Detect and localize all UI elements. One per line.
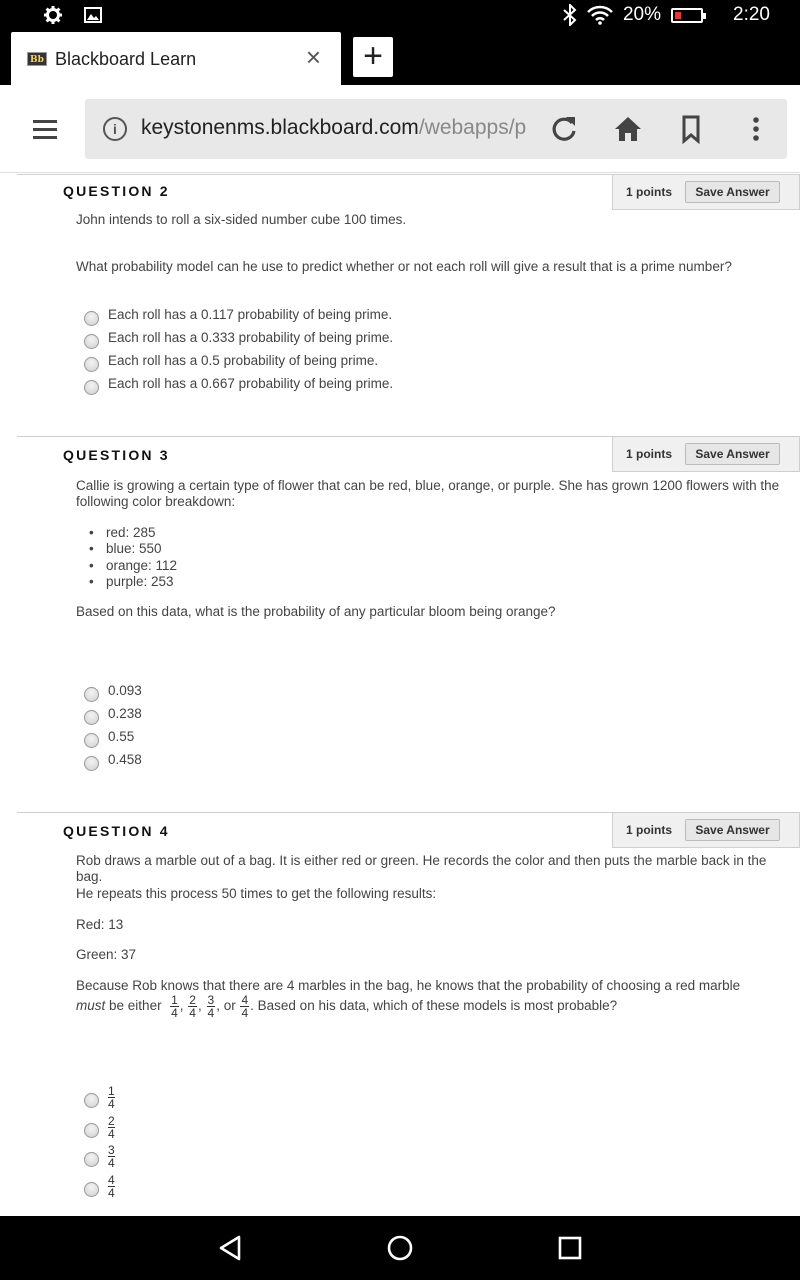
question-block xyxy=(17,174,800,436)
new-tab-button[interactable]: + xyxy=(353,37,393,77)
quiz-content xyxy=(0,174,800,1216)
color-breakdown-list xyxy=(76,525,177,590)
question-block xyxy=(17,436,800,812)
points-panel xyxy=(612,437,800,472)
radio-button[interactable] xyxy=(84,311,99,326)
question-text: Green: 37 xyxy=(76,947,137,962)
fraction: $\frac{2}{4}$ xyxy=(189,993,196,1020)
url-text[interactable] xyxy=(141,116,531,140)
tab-strip xyxy=(0,32,800,85)
radio-button[interactable] xyxy=(84,1123,99,1138)
site-info-icon[interactable]: i xyxy=(103,117,127,141)
tab-title: Blackboard Learn xyxy=(55,49,197,69)
radio-button[interactable] xyxy=(84,357,99,372)
browser-tab[interactable] xyxy=(11,32,341,85)
question-text: Because Rob knows that there are 4 marbles in the bag, he knows that the probability of choosing a red marble must be either $\frac{1}{4}$ , $\frac{2}{4}$ , $\frac{3}{4}$ , or $\frac{4}{4}$ . Based on his data, which of these models is most probable? xyxy=(76,978,741,1020)
bookmark-icon[interactable] xyxy=(675,113,707,145)
menu-icon[interactable] xyxy=(33,120,57,144)
close-tab-icon[interactable]: × xyxy=(305,42,321,72)
home-circle-icon[interactable] xyxy=(386,1234,414,1262)
url-host: keystonenms.blackboard.com xyxy=(141,116,419,139)
question-text: What probability model can he use to predict whether or not each roll will give a result that is a prime number? xyxy=(76,259,732,274)
list-item: • orange: 112 xyxy=(76,558,177,574)
bluetooth-icon xyxy=(563,4,577,26)
answer-option[interactable]: $\frac{3}{4}$ xyxy=(84,1144,115,1168)
radio-button[interactable] xyxy=(84,756,99,771)
question-text: He repeats this process 50 times to get the following results: xyxy=(76,886,437,901)
fraction: $\frac{4}{4}$ xyxy=(241,993,249,1020)
points-label: 1 points xyxy=(626,447,673,461)
question-block xyxy=(17,812,800,1216)
overflow-menu-icon[interactable] xyxy=(740,113,772,145)
blackboard-favicon: Bb xyxy=(27,52,47,66)
battery-percent: 20% xyxy=(622,4,662,25)
save-answer-button[interactable]: Save Answer xyxy=(685,443,780,465)
home-icon[interactable] xyxy=(612,113,644,145)
answer-option[interactable]: 0.093 xyxy=(84,681,142,701)
answer-option[interactable]: $\frac{4}{4}$ xyxy=(84,1174,115,1198)
points-panel xyxy=(612,175,800,210)
answer-option[interactable]: $\frac{1}{4}$ xyxy=(84,1085,115,1109)
points-label: 1 points xyxy=(626,185,673,199)
image-icon xyxy=(84,6,102,24)
answer-option[interactable]: 0.238 xyxy=(84,704,142,724)
radio-button[interactable] xyxy=(84,1093,99,1108)
answer-option[interactable]: Each roll has a 0.5 probability of being prime. xyxy=(84,351,378,371)
list-item: • purple: 253 xyxy=(76,574,177,590)
fraction: $\frac{1}{4}$ xyxy=(171,993,178,1020)
save-answer-button[interactable]: Save Answer xyxy=(685,819,780,841)
clock: 2:20 xyxy=(733,4,770,25)
points-panel xyxy=(612,813,800,848)
wifi-icon xyxy=(587,5,613,25)
back-icon[interactable] xyxy=(217,1234,245,1262)
recents-icon[interactable] xyxy=(556,1234,584,1262)
status-bar xyxy=(0,0,800,32)
radio-button[interactable] xyxy=(84,1182,99,1197)
radio-button[interactable] xyxy=(84,733,99,748)
answer-option[interactable]: Each roll has a 0.667 probability of being prime. xyxy=(84,374,393,394)
battery-icon xyxy=(671,8,703,23)
points-label: 1 points xyxy=(626,823,673,837)
question-text: Rob draws a marble out of a bag. It is either red or green. He records the color and then puts the marble back in the bag. xyxy=(76,853,767,884)
reload-icon[interactable] xyxy=(548,113,580,145)
save-answer-button[interactable]: Save Answer xyxy=(685,181,780,203)
answer-option[interactable]: 0.55 xyxy=(84,727,134,747)
system-nav-bar xyxy=(0,1216,800,1280)
settings-gear-icon xyxy=(44,6,62,24)
question-heading: QUESTION 4 xyxy=(63,823,170,839)
answer-option[interactable]: Each roll has a 0.333 probability of being prime. xyxy=(84,328,393,348)
question-text: Red: 13 xyxy=(76,917,124,932)
question-text: John intends to roll a six-sided number cube 100 times. xyxy=(76,212,407,227)
question-text: Based on this data, what is the probability of any particular bloom being orange? xyxy=(76,604,556,619)
url-path: /webapps/p xyxy=(418,116,527,139)
radio-button[interactable] xyxy=(84,1152,99,1167)
browser-toolbar xyxy=(0,85,800,173)
radio-button[interactable] xyxy=(84,380,99,395)
address-bar[interactable] xyxy=(85,99,787,159)
radio-button[interactable] xyxy=(84,710,99,725)
radio-button[interactable] xyxy=(84,334,99,349)
answer-option[interactable]: $\frac{2}{4}$ xyxy=(84,1115,115,1139)
fraction: $\frac{3}{4}$ xyxy=(207,993,215,1020)
question-heading: QUESTION 2 xyxy=(63,183,170,199)
answer-option[interactable]: 0.458 xyxy=(84,750,142,770)
list-item: • red: 285 xyxy=(76,525,177,541)
answer-option[interactable]: Each roll has a 0.117 probability of being prime. xyxy=(84,305,392,325)
question-heading: QUESTION 3 xyxy=(63,447,170,463)
radio-button[interactable] xyxy=(84,687,99,702)
question-text: Callie is growing a certain type of flower that can be red, blue, orange, or purple. She has grown 1200 flowers with the following color breakdown: xyxy=(76,478,780,509)
list-item: • blue: 550 xyxy=(76,541,177,557)
